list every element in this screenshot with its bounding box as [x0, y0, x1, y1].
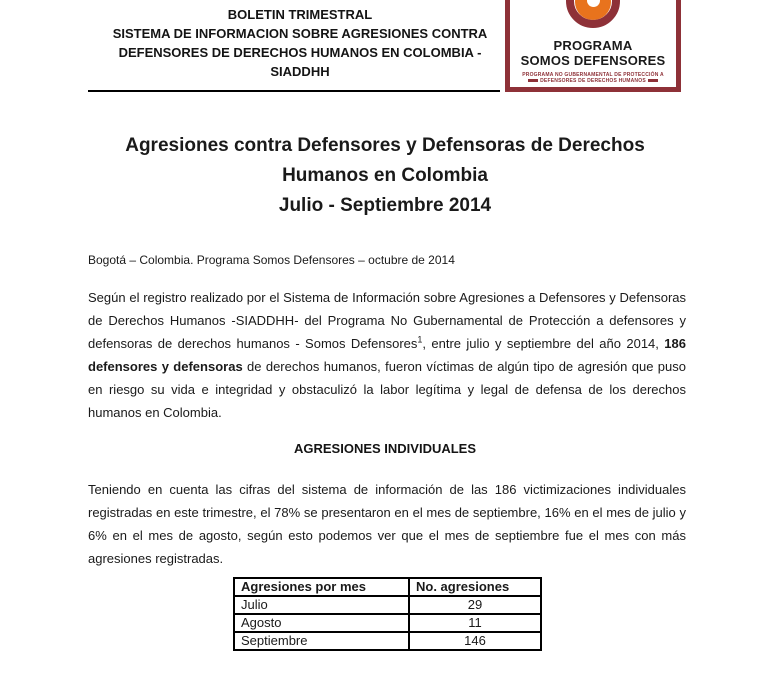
- logo-tagline-line-1: PROGRAMA NO GUBERNAMENTAL DE PROTECCIÓN A: [522, 72, 664, 78]
- table-cell-mes: Julio: [234, 596, 409, 614]
- logo-name: [510, 38, 676, 68]
- table-header-row: [234, 578, 541, 596]
- table-cell-mes: Agosto: [234, 614, 409, 632]
- intro-bold-figure: 186 defensores y defensoras: [88, 336, 686, 374]
- table-cell-num: 29: [409, 596, 541, 614]
- logo-name-line-1: PROGRAMA: [553, 38, 633, 53]
- table-cell-num: 146: [409, 632, 541, 650]
- logo-tagline-line-2: DEFENSORES DE DERECHOS HUMANOS: [540, 78, 646, 84]
- logo-tagline-line-2-wrap: [510, 78, 676, 84]
- bulletin-header-line-4: SIADDHH: [270, 64, 330, 79]
- tagline-left-bar: [528, 79, 538, 82]
- logo-tagline: [510, 72, 676, 84]
- table-cell-mes: Septiembre: [234, 632, 409, 650]
- intro-part-2: , entre julio y septiembre del año 2014,: [422, 336, 665, 351]
- document-title-line-2: Humanos en Colombia: [282, 165, 488, 186]
- document-title-line-3: Julio - Septiembre 2014: [278, 195, 492, 216]
- table-header-num: No. agresiones: [409, 578, 541, 596]
- bulletin-header: [85, 5, 515, 81]
- table-cell-num: 11: [409, 614, 541, 632]
- section-heading-agresiones-individuales: AGRESIONES INDIVIDUALES: [293, 441, 477, 456]
- bulletin-header-line-2: SISTEMA DE INFORMACION SOBRE AGRESIONES CONTRA: [112, 26, 488, 41]
- individuales-paragraph: Teniendo en cuenta las cifras del sistema de información de las 186 victimizaciones individuales registradas en este trimestre, el 78% se presentaron en el mes de septiembre, 16% en el mes de julio y 6% en el mes de agosto, según esto podemos ver que el mes de septiembre fue el mes con más agresiones registradas.: [88, 482, 686, 566]
- intro-part-1: Según el registro realizado por el Sistema de Información sobre Agresiones a Defensores y Defensoras de Derechos Humanos -SIADDHH- del Programa No Gubernamental de Protección a defensores y defensoras de derechos humanos - Somos Defensores: [88, 290, 686, 351]
- footnote-marker: 1: [417, 334, 423, 345]
- byline: Bogotá – Colombia. Programa Somos Defensores – octubre de 2014: [88, 253, 455, 267]
- table-row: [234, 596, 541, 614]
- table-header-mes: Agresiones por mes: [234, 578, 409, 596]
- tagline-right-bar: [648, 79, 658, 82]
- document-title-line-1: Agresiones contra Defensores y Defensoras de Derechos: [125, 135, 645, 156]
- table-row: [234, 614, 541, 632]
- logo-name-line-2: SOMOS DEFENSORES: [520, 53, 666, 68]
- document-title: [85, 131, 685, 221]
- bulletin-header-line-1: BOLETIN TRIMESTRAL: [227, 7, 373, 22]
- bulletin-header-line-3: DEFENSORES DE DERECHOS HUMANOS EN COLOMBIA -: [118, 45, 482, 60]
- aggressions-per-month-table: [233, 577, 542, 651]
- intro-paragraph: [88, 286, 686, 424]
- somos-defensores-logo: [505, 0, 681, 92]
- table-row: [234, 632, 541, 650]
- header-divider: [88, 90, 500, 92]
- intro-part-3: de derechos humanos, fueron víctimas de algún tipo de agresión que puso en riesgo su vida e integridad y obstaculizó la labor legítima y legal de defensa de los derechos humanos en Colombia.: [88, 359, 686, 420]
